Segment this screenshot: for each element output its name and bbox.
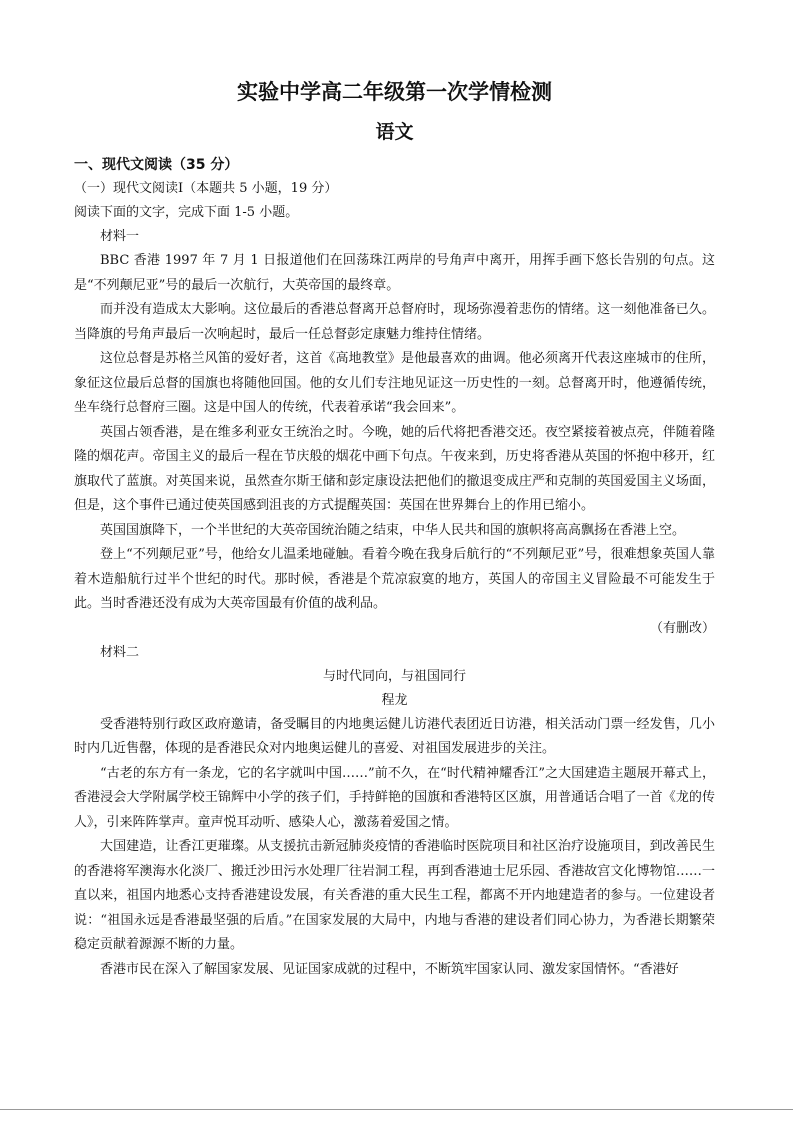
exam-title: 实验中学高二年级第一次学情检测 <box>237 80 552 104</box>
article-title: 与时代同向，与祖国同行 <box>322 668 466 684</box>
material2-label: 材料二 <box>100 644 140 660</box>
material1-paragraph: 英国占领香港，是在维多利亚女王统治之时。今晚，她的后代将把香港交还。夜空紧接着被点亮，伴随着隆隆的烟花声。帝国主义的最后一程在节庆般的烟花中画下句点。午夜来到，历史将香港从英国的怀抱中移开，红旗取代了蓝旗。对英国来说，虽然查尔斯王储和彭定康设法把他们的撤退变成庄严和克制的英国爱国主义场面，但是，这个事件已通过使英国感到沮丧的方式提醒英国：英国在世界舞台上的作用已缩小。 <box>74 424 715 513</box>
instruction-text: 阅读下面的文字，完成下面 1-5 小题。 <box>74 205 299 220</box>
material2-paragraph: 受香港特别行政区政府邀请，备受瞩目的内地奥运健儿访港代表团近日访港，相关活动门票一经发售，几小时内几近售罄，体现的是香港民众对内地奥运健儿的喜爱、对祖国发展进步的关注。 <box>74 716 715 756</box>
section-heading: 一、现代文阅读（35 分） <box>74 157 239 173</box>
source-note: （有删改） <box>649 620 715 636</box>
material1-label: 材料一 <box>100 229 140 244</box>
part-heading: （一）现代文阅读Ⅰ（本题共 5 小题，19 分） <box>74 181 338 196</box>
material1-paragraph: 而并没有造成太大影响。这位最后的香港总督离开总督府时，现场弥漫着悲伤的情绪。这一刻他准备已久。当降旗的号角声最后一次响起时，最后一任总督彭定康魅力维持住情绪。 <box>74 302 715 342</box>
material2-paragraph: 香港市民在深入了解国家发展、见证国家成就的过程中，不断筑牢国家认同、激发家国情怀。“香港好 <box>100 961 679 977</box>
subject-title: 语文 <box>375 121 414 143</box>
article-author: 程龙 <box>381 692 408 708</box>
material1-paragraph: 英国国旗降下，一个半世纪的大英帝国统治随之结束，中华人民共和国的旗帜将高高飘扬在香港上空。 <box>100 522 686 538</box>
material1-paragraph: 登上“不列颠尼亚”号，他给女儿温柔地碰触。看着今晚在我身后航行的“不列颠尼亚”号，很难想象英国人靠着木造船航行过半个世纪的时代。那时候，香港是个荒凉寂寞的地方，英国人的帝国主义冒险最不可能发生于此。当时香港还没有成为大英帝国最有价值的战利品。 <box>74 547 715 611</box>
material1-paragraph: BBC 香港 1997 年 7 月 1 日报道他们在回荡珠江两岸的号角声中离开，用挥手画下悠长告别的句点。这是“不列颠尼亚”号的最后一次航行，大英帝国的最终章。 <box>74 253 715 293</box>
page-bottom-divider <box>0 1109 793 1110</box>
material1-paragraph: 这位总督是苏格兰风笛的爱好者，这首《高地教堂》是他最喜欢的曲调。他必须离开代表这座城市的住所，象征这位最后总督的国旗也将随他回国。他的女儿们专注地见证这一历史性的一刻。总督离开时，他遵循传统，坐车绕行总督府三圈。这是中国人的传统，代表着承诺“我会回来”。 <box>74 351 715 415</box>
material2-paragraph: 大国建造，让香江更璀璨。从支援抗击新冠肺炎疫情的香港临时医院项目和社区治疗设施项目，到改善民生的香港将军澳海水化淡厂、搬迁沙田污水处理厂往岩洞工程，再到香港迪士尼乐园、香港故宫文化博物馆……一直以来，祖国内地悉心支持香港建设发展，有关香港的重大民生工程，都离不开内地建造者的参与。一位建设者说：“祖国永远是香港最坚强的后盾。”在国家发展的大局中，内地与香港的建设者们同心协力，为香港长期繁荣稳定贡献着源源不断的力量。 <box>74 839 715 952</box>
material2-paragraph: “古老的东方有一条龙，它的名字就叫中国……”前不久，在“时代精神耀香江”之大国建造主题展开幕式上，香港浸会大学附属学校王锦辉中小学的孩子们，手持鲜艳的国旗和香港特区区旗，用普通话合唱了一首《龙的传人》，引来阵阵掌声。童声悦耳动听、感染人心，激荡着爱国之情。 <box>74 765 715 830</box>
